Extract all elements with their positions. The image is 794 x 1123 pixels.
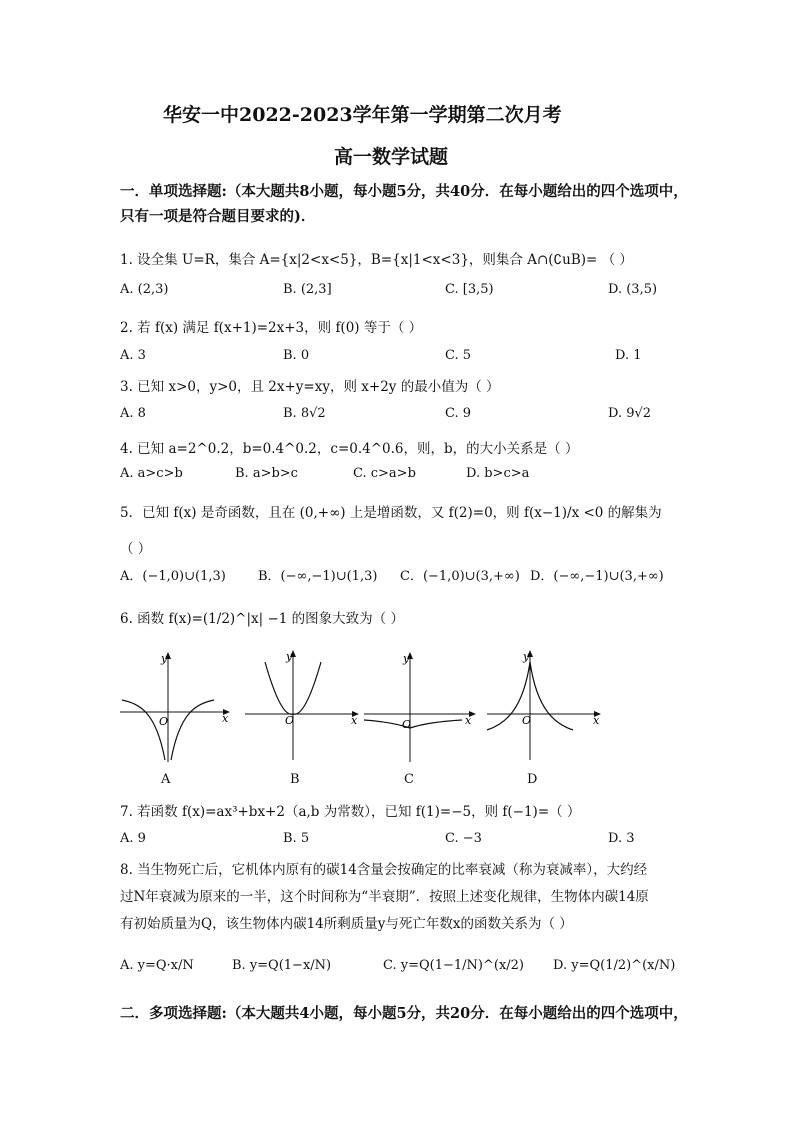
graph-d-x-label: x <box>593 714 600 727</box>
graph-a-y-label: y <box>161 652 168 665</box>
question-4-option-b: B. a>b>c <box>235 466 298 481</box>
question-5-option-d: D．(−∞,−1)∪(3,+∞) <box>530 569 664 584</box>
question-8-option-c: C. y=Q(1−1/N)^(x/2) <box>383 958 524 973</box>
graph-c-x-label: x <box>465 714 472 727</box>
graph-c-label: C <box>404 772 414 787</box>
question-2-option-c: C. 5 <box>445 348 472 363</box>
question-3-option-b: B. 8√2 <box>283 406 326 421</box>
page-subtitle: 高一数学试题 <box>334 146 449 168</box>
graph-b <box>243 648 363 763</box>
question-5-option-c: C．(−1,0)∪(3,+∞) <box>400 569 520 584</box>
question-7-stem: 7. 若函数 f(x)=ax³+bx+2（a,b 为常数），已知 f(1)=−5，则 f(−1)=（ ） <box>120 804 581 820</box>
graph-a-x-label: x <box>222 712 229 725</box>
graph-a <box>118 650 233 765</box>
graph-b-label: B <box>290 772 300 787</box>
question-7-option-c: C. −3 <box>445 831 482 846</box>
graph-a-origin-label: O <box>159 715 169 728</box>
graph-c-origin-label: O <box>402 718 412 731</box>
graph-d-y-label: y <box>523 650 530 663</box>
graph-d-label: D <box>527 772 538 787</box>
question-8-option-b: B. y=Q(1−x/N) <box>232 958 332 973</box>
graph-d <box>485 648 605 763</box>
question-3-option-c: C. 9 <box>445 406 472 421</box>
question-8-stem-3: 有初始质量为Q，该生物体内碳14所剩质量y与死亡年数x的函数关系为（ ） <box>120 916 573 932</box>
question-1-option-a: A. (2,3) <box>120 282 169 297</box>
page-title: 华安一中2022-2023学年第一学期第二次月考 <box>163 104 562 126</box>
question-5-stem-2: （ ） <box>120 541 152 557</box>
question-3-stem: 3. 已知 x>0，y>0，且 2x+y=xy，则 x+2y 的最小值为（ ） <box>120 379 500 395</box>
graph-a-label: A <box>161 772 171 787</box>
question-8-option-d: D. y=Q(1/2)^(x/N) <box>553 958 676 973</box>
graph-b-x-label: x <box>351 714 358 727</box>
question-8-option-a: A. y=Q·x/N <box>120 958 194 973</box>
graph-d-origin-label: O <box>522 714 532 727</box>
question-6-stem: 6. 函数 f(x)=(1/2)^|x| −1 的图象大致为（ ） <box>120 611 404 627</box>
question-2-stem: 2. 若 f(x) 满足 f(x+1)=2x+3，则 f(0) 等于（ ） <box>120 320 423 336</box>
question-7-option-d: D. 3 <box>608 831 635 846</box>
question-1-option-c: C. [3,5) <box>445 282 494 297</box>
question-4-stem: 4. 已知 a=2^0.2，b=0.4^0.2，c=0.4^0.6，则，b，的大小关系是（ ） <box>120 441 579 457</box>
question-2-option-b: B. 0 <box>283 348 310 363</box>
question-4-option-a: A. a>c>b <box>120 466 183 481</box>
graph-c <box>362 650 480 765</box>
graph-b-origin-label: O <box>285 714 295 727</box>
question-5-option-a: A．(−1,0)∪(1,3) <box>120 569 226 584</box>
question-3-option-a: A. 8 <box>120 406 146 421</box>
question-3-option-d: D. 9√2 <box>608 406 652 421</box>
section-1-heading-line1: 一．单项选择题:（本大题共8小题，每小题5分，共40分．在每小题给出的四个选项中， <box>120 183 688 200</box>
section-2-heading-line1: 二．多项选择题:（本大题共4小题，每小题5分，共20分．在每小题给出的四个选项中， <box>120 1005 688 1022</box>
question-2-option-d: D. 1 <box>615 348 642 363</box>
question-5-option-b: B．(−∞,−1)∪(1,3) <box>258 569 378 584</box>
question-7-option-b: B. 5 <box>283 831 310 846</box>
question-1-option-b: B. (2,3] <box>283 282 332 297</box>
question-8-stem: 8. 当生物死亡后，它机体内原有的碳14含量会按确定的比率衰减（称为衰减率），大约经 <box>120 862 648 878</box>
question-7-option-a: A. 9 <box>120 831 146 846</box>
question-4-option-d: D. b>c>a <box>466 466 530 481</box>
section-1-heading-line2: 只有一项是符合题目要求的)． <box>120 208 316 225</box>
question-5-stem: 5．已知 f(x) 是奇函数，且在 (0,+∞) 上是增函数，又 f(2)=0，则 f(x−1)/x <0 的解集为 <box>120 505 662 521</box>
question-1-option-d: D. (3,5) <box>608 282 658 297</box>
question-4-option-c: C. c>a>b <box>353 466 416 481</box>
question-1-stem: 1. 设全集 U=R，集合 A={x|2<x<5}，B={x|1<x<3}，则集合 A∩(∁uB)= （ ） <box>120 252 633 268</box>
question-2-option-a: A. 3 <box>120 348 146 363</box>
graph-c-y-label: y <box>403 652 410 665</box>
question-8-stem-2: 过N年衰减为原来的一半，这个时间称为“半衰期”．按照上述变化规律，生物体内碳14原 <box>120 889 649 905</box>
graph-b-y-label: y <box>286 650 293 663</box>
